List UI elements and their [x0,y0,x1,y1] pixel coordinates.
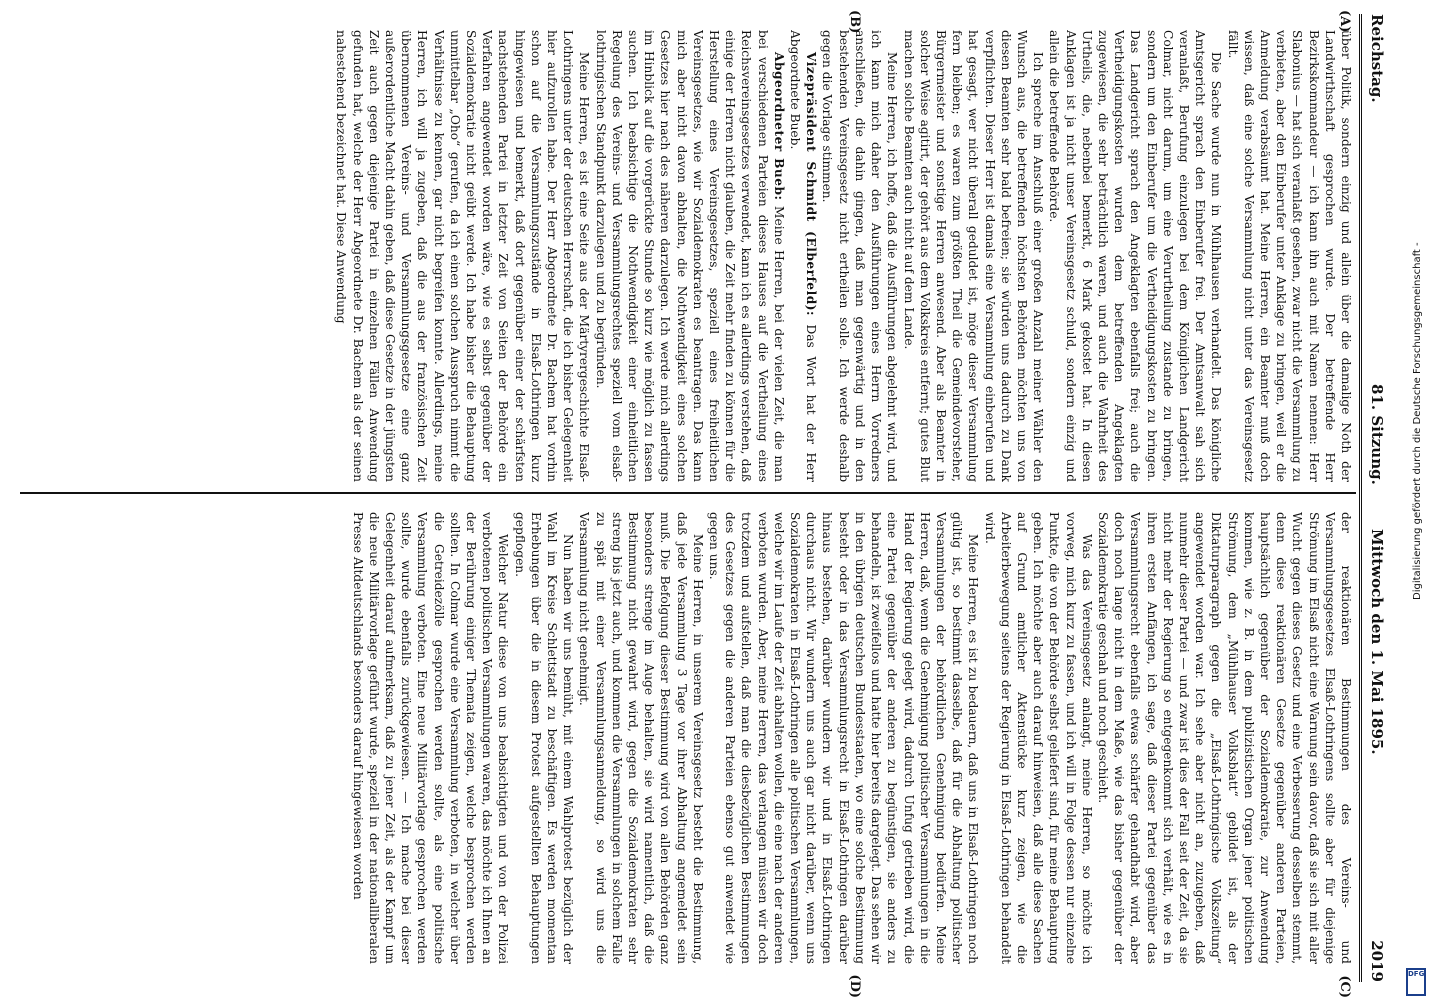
header-page-number: 2019 [1368,940,1386,982]
dfg-logo: DFG [1406,968,1426,996]
header-session: 81. Sitzung. [1368,384,1386,485]
speaker-name: Abgeordneter Bueb: [771,52,786,201]
margin-marker-a: (A) [1337,10,1352,33]
margin-marker-d: (D) [847,974,862,998]
speaker-paragraph [787,30,819,482]
paragraph: Die Sache wurde nun in Mühlhausen verhandelt. Das königliche Amtsgericht sprach den Einberufer frei. Der Amtsanwalt sah sich veranlaßt, Berufung einzulegen bei dem Königlichen Landgericht Colmar, nicht darum, um eine Verurtheilung zustande zu bringen, sondern um den Einberufer um die Vertheidigungskosten zu bringen. Das Landgericht sprach den Angeklagten ebenfalls frei; auch die Vertheidigungskosten wurden dem betreffenden Angeklagten zugewiesen, die sehr beträchtlich waren, und auch die Wahrheit des Urtheils, die, nebenbei bemerkt, 6 Mark gekostet hat. In diesen Anklagen ist ja nicht unser Vereinsgesetz schuld, sondern einzig und allein die betreffende Behörde. [1047,30,1224,482]
left-column [20,30,1354,482]
paragraph: Meine Herren, es ist eine Seite aus der Märtyrergeschichte Elsaß-Lothringens unter der deutschen Herrschaft, die ich bisher Gelegenheit hier aufzurollen habe. Der Herr Abgeordnete Dr. Bachem hat vorhin schon auf die Versammlungszustände in Elsaß-Lothringen kurz hingewiesen und bemerkt, daß dort gegenüber einer der schärfsten nachstehenden Partei in letzter Zeit von Seiten der Behörde ein Verfahren angewendet worden wäre, wie es selbst gegenüber der Sozialdemokratie nicht geübt werde. Ich habe bisher die Behauptung unmittelbar „Oho“ gerufen, da ich einen solchen Ausspruch nimmt die Verhältnisse zu kennen, gar nicht begreifen konnte. Allerdings, meine Herren, ich will ja zugeben, daß die aus der französischen Zeit übernommenen Vereins- und Versammlungsgesetze eine ganz außerordentliche Macht dahin geben, daß diese Gesetze in der jüngsten Zeit auch gegen diejenige Partei in einzelnen Fällen Anwendung gefunden hat, welche der Herr Abgeordnete Dr. Bachem als der seinen nahestehend bezeichnet hat. Diese Anwendung [334,30,592,482]
digitization-credit: Digitalisierung gefördert durch die Deutsche Forschungsgemeinschaft - [1412,242,1423,600]
column-divider [20,492,1356,494]
paragraph: Welcher Natur diese von uns beabsichtigten und von der Polizei verbotenen politischen Versammlungen waren, das möchte ich Ihnen an der Berührung einiger Themata zeigen, welche besprochen werden sollten. In Colmar wurde eine Versammlung verboten, in welcher über die Getreidezölle gesprochen werden sollte, als eine politische Versammlung verboten. Eine neue Militärvorlage gesprochen werden sollte, wurde ebenfalls zurückgewiesen. — Ich mache bei dieser Gelegenheit darauf aufmerksam, daß zu jener Zeit, als der Kampf um die neue Militärvorlage geführt wurde, speziell in der nationalliberalen Presse Altdeutschlands besonders darauf hingewiesen worden [350,512,511,964]
paragraph: Meine Herren, es ist zu bedauern, daß uns in Elsaß-Lothringen noch gültig ist, so bestimmt dasselbe, daß für die Abhaltung politischer Versammlungen der behördlichen Genehmigung bedürfen. Meine Herren, daß, wenn die Genehmigung politischer Versammlungen in die Hand der Regierung gelegt wird, dadurch Unfug getrieben wird, die eine Partei gegenüber der anderen zu begünstigen, sie anders zu behandeln, ist zweifellos und hatte hier bereits dargelegt. Das sehen wir in den übrigen deutschen Bundesstaaten, wo eine solche Bestimmung besteht oder in das Versammlungsrecht in Elsaß-Lothringen darüber hinaus bestehen, darüber wundern wir und in Elsaß-Lothringen durchaus nicht. Wir wundern uns auch gar nicht darüber, wenn uns Sozialdemokraten in Elsaß-Lothringen alle politischen Versammlungen, welche wir im Laufe der Zeit abhalten wollen, die eine nach der anderen verboten wurden. Aber, meine Herren, das verlangen müssen wir doch trotzdem und aufstellen, daß man die diesbezüglichen Bestimmungen des Gesetzes gegen die anderen Parteien ebenso gut anwendet wie gegen uns. [707,512,981,964]
margin-marker-b: (B) [847,10,862,34]
header-chamber-name: Reichstag. [1368,14,1386,103]
page-header [1364,14,1390,982]
paragraph: Nun haben wir uns bemüht, mit einem Wahlprotest bezüglich der Wahl im Kreise Schlettstadt zu beschäftigen. Es werden momentan Erhebungen über die in diesem Protest aufgestellten Behauptungen gepflogen. [512,512,576,964]
margin-marker-c: (C) [1337,975,1352,998]
speaker-paragraph [592,30,786,482]
paragraph: Meine Herren, ich hoffe, daß die Ausführungen abgelehnt wird, und ich kann mich daher den Ausführungen eines Herrn Vorredners anschließen, die dahin gingen, daß man gegenwärtig und in den bestehenden Vereinsgesetz nicht ertheilen solle. Ich werde deshalb gegen die Vorlage stimmen. [820,30,900,482]
paragraph: über Politik, sondern einzig und allein über die damalige Noth der Landwirthschaft gesprochen wurde. Der betreffende Herr Bezirkskommandeur — ich kann ihn auch mit Namen nennen: Herr Slabonius — hat sich veranlaßt gesehen, zwar nicht die Versammlung zu verbieten, aber den Einberufer unter Anklage zu bringen, weil er die Anmeldung verabsäumt hat. Meine Herren, ein Beamter muß doch wissen, daß eine solche Versammlung nicht unter das Vereinsgesetz fällt. [1225,30,1353,482]
paragraph: Ich spreche im Anschluß einer großen Anzahl meiner Wähler den Wunsch aus, die betreffenden höchsten Behörden möchten uns von diesen Beamten sehr bald befreien; sie würden uns dadurch zu Dank verpflichten. Dieser Herr ist damals eine Versammlung einberufen und hat gesagt, wer nicht überall geduldet ist, möge dieser Versammlung fern bleiben; es waren zum größten Theil die Gemeindevorsteher, Bürgermeister und sonstige Herren anwesend. Aber als Beamter in solcher Weise agitirt, der gehört aus dem Volkskreis entfernt; gutes Blut machen solche Beamten auch nicht auf dem Lande. [901,30,1046,482]
speech-text: Meine Herren, bei der vielen Zeit, die man bei verschiedenen Parteien dieses Hauses auf die Vertheilung eines Reichsvereinsgesetzes verwendet, kann ich es allerdings verstehen, daß einige der Herren nicht glauben, die Zeit mehr finden zu können für die Herstellung eines Vereinsgesetzes, speziell eines freiheitlichen Vereinsgesetzes, wie wir Sozialdemokraten es beantragen. Das kann mich aber nicht davon abhalten, die Nothwendigkeit eines solchen Gesetzes hier nach des näheren darzulegen. Ich werde mich allerdings im Hinblick auf die vorgerückte Stunde so kurz wie möglich zu fassen suchen. Ich beabsichtige die Nothwendigkeit einer einheitlichen Regelung des Vereins- und Versammlungsrechtes speziell vom elsaß-lothringischen Standpunkt darzulegen und zu begründen. [593,30,786,482]
header-rule [1359,14,1362,982]
paragraph: Was das Vereinsgesetz anlangt, meine Herren, so möchte ich vorweg, mich kurz zu fassen, und ich will in Folge dessen nur einzelne Punkte, die von der Behörde selbst geliefert sind, für meine Behauptung geben. Ich möchte aber auch darauf hinweisen, daß alle diese Sachen auf Grund amtlicher Aktenstücke kurz zeigen, wie die Arbeiterbewegung seitens der Regierung in Elsaß-Lothringen behandelt wird. [982,512,1094,964]
right-column [20,512,1354,964]
paragraph: der reaktionären Bestimmungen des Vereins- und Versammlungsgesetzes Elsaß-Lothringens sollte aber für diejenige Strömung im Elsaß nicht eine Warnung sein davor, daß sie sich mit aller Wucht gegen dieses Gesetz und eine Verbesserung desselben stemmt, denn diese reaktionären Gesetze gegenüber anderen Parteien, hauptsächlich gegenüber der Sozialdemokratie, zur Anwendung kommen, wie z. B. in dem publizistischen Organ jener politischen Strömung, dem „Mühlhauser Volksblatt“ gebildet ist, als der Diktaturparagraph gegen die „Elsaß-Lothringische Volkszeitung“ angewendet worden war. Ich sehe aber nicht an, zuzugeben, daß nunmehr dieser Partei — und zwar ist dies der Fall seit der Zeit, da sie nicht mehr der Regierung so entgegenkommt sich verhält, wie es in ihren ersten Anfängen, ich sage, daß dieser Partei gegenüber das Versammlungsrecht ebenfalls etwas schärfer gehandhabt wird, aber doch noch lange nicht in dem Maße, wie das bisher gegenüber der Sozialdemokratie geschah und noch geschieht. [1095,512,1353,964]
speaker-name: Vizepräsident Schmidt (Elberfeld): [804,52,819,316]
header-date: Mittwoch den 1. Mai 1895. [1368,529,1386,755]
paragraph: Meine Herren, in unserem Vereinsgesetz besteht die Bestimmung, daß jede Versammlung 3 Tage vor ihrer Abhaltung angemeldet sein muß. Die Befolgung dieser Bestimmung wird von allen Behörden ganz besonders strenge im Auge behalten, sie wird namentlich, daß die Bestimmung nicht gewahrt wird, gegen die Sozialdemokraten sehr streng bis jetzt auch, und kommen die Versammlungen in solchem Falle zu spät mit einer Versammlungsanmeldung, so wird uns die Versammlung nicht genehmigt. [577,512,705,964]
speech-text: Das Wort hat der Herr Abgeordnete Bueb. [788,30,819,482]
